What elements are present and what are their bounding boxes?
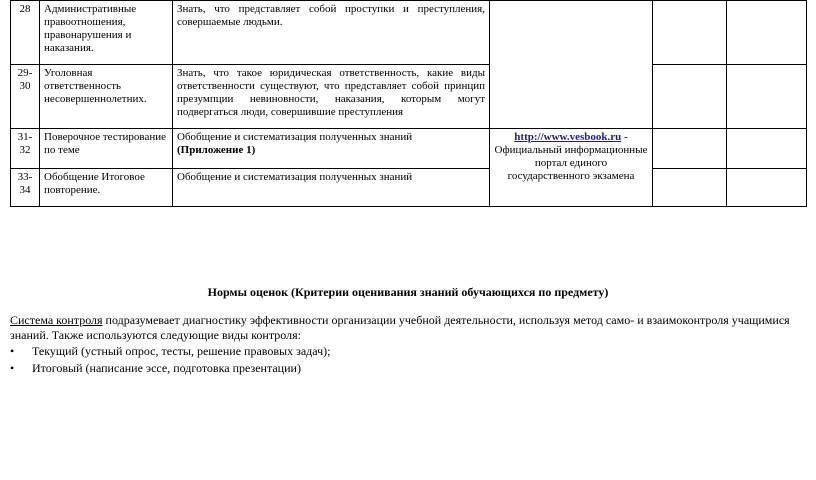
list-item-text: Итоговый (написание эссе, подготовка презентации)	[32, 361, 301, 375]
table-row	[11, 1, 807, 65]
empty-cell	[653, 1, 727, 65]
empty-cell	[727, 169, 807, 207]
appendix-reference: (Приложение 1)	[177, 144, 256, 156]
intro-text: подразумевает диагностику эффективности организации учебной деятельности, используя метод само- и взаимоконтроля учащимися знаний. Также используются следующие виды контроля:	[10, 313, 790, 342]
empty-cell	[727, 129, 807, 169]
lesson-content: Знать, что такое юридическая ответственность, какие виды ответственности существуют, что представляет собой принцип презумпции невиновности, наказания, которым могут подвергаться люди, совершившие преступления	[173, 65, 490, 129]
resource-description: Официальный информационные портал единого государственного экзамена	[494, 144, 648, 182]
lesson-topic: Уголовная ответственность несовершеннолетних.	[40, 65, 173, 129]
lesson-content-text: Обобщение и систематизация полученных знаний	[177, 131, 413, 143]
lesson-content: Обобщение и систематизация полученных знаний	[173, 169, 490, 207]
resource-link[interactable]: http://www.vesbook.ru	[514, 131, 622, 143]
control-system-term: Система контроля	[10, 313, 103, 327]
empty-cell	[653, 129, 727, 169]
intro-paragraph	[10, 313, 800, 343]
resource-dash: -	[621, 131, 628, 143]
lesson-plan-table	[10, 0, 807, 207]
list-item	[10, 360, 330, 377]
lesson-number: 31-32	[11, 129, 40, 169]
empty-cell	[727, 65, 807, 129]
lesson-content	[173, 129, 490, 169]
table-row	[11, 129, 807, 169]
lesson-number: 28	[11, 1, 40, 65]
list-item	[10, 343, 330, 360]
empty-cell	[653, 169, 727, 207]
empty-cell	[727, 1, 807, 65]
resource-cell	[490, 129, 653, 207]
section-title: Нормы оценок (Критерии оценивания знаний обучающихся по предмету)	[207, 285, 609, 299]
lesson-topic: Поверочное тестирование по теме	[40, 129, 173, 169]
resource-cell-empty	[490, 1, 653, 129]
lesson-number: 29-30	[11, 65, 40, 129]
bullet-icon: •	[10, 361, 15, 375]
lesson-number: 33-34	[11, 169, 40, 207]
lesson-topic: Административные правоотношения, правонарушения и наказания.	[40, 1, 173, 65]
table-row	[11, 65, 807, 129]
lesson-topic: Обобщение Итоговое повторение.	[40, 169, 173, 207]
bullet-icon: •	[10, 344, 15, 358]
table-row	[11, 169, 807, 207]
list-item-text: Текущий (устный опрос, тесты, решение правовых задач);	[32, 344, 331, 358]
empty-cell	[653, 65, 727, 129]
control-types-list	[10, 343, 330, 377]
lesson-content: Знать, что представляет собой проступки и преступления, совершаемые людьми.	[173, 1, 490, 65]
